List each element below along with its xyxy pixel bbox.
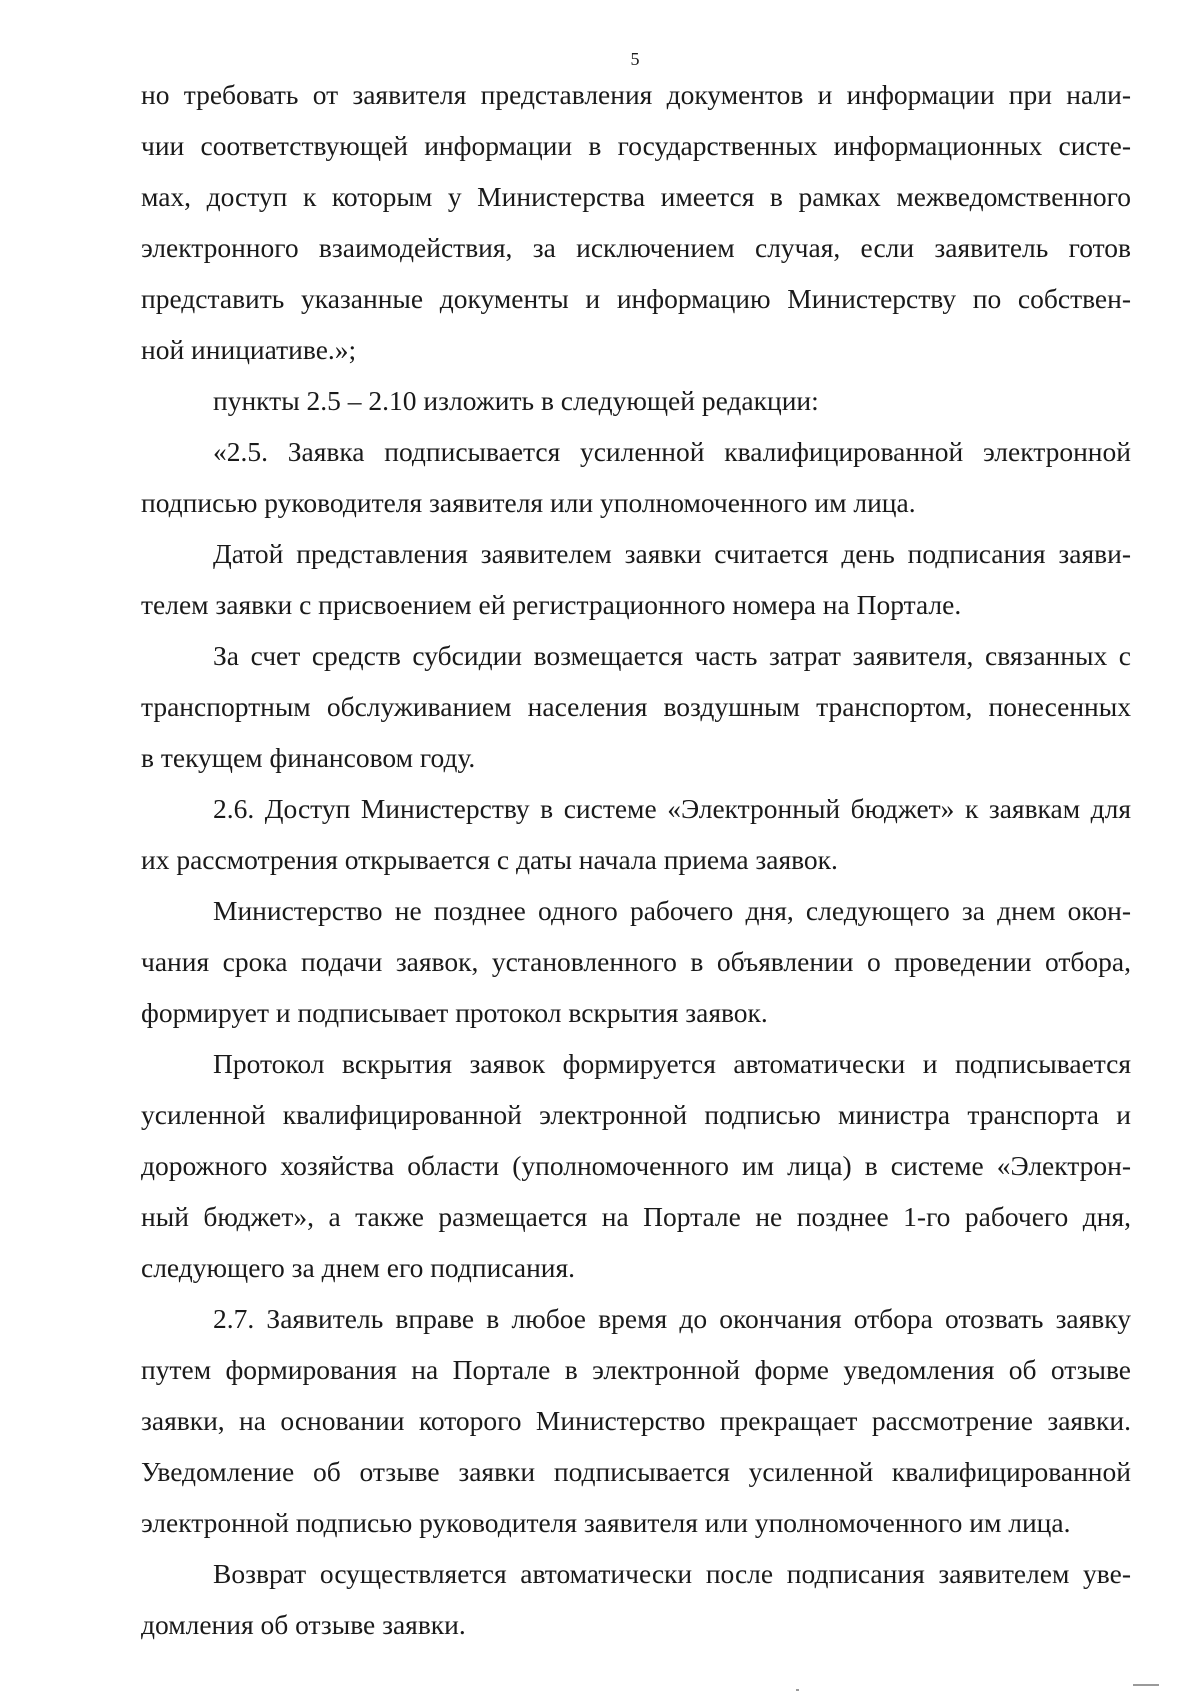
text-line: 2.7. Заявитель вправе в любое время до окончания отбора отозвать заявку [213, 1303, 1131, 1334]
text-line: подписью руководителя заявителя или уполномоченного им лица. [141, 487, 916, 518]
text-line: Уведомление об отзыве заявки подписывается усиленной квалифицированной [141, 1456, 1131, 1487]
text-line: электронного взаимодействия, за исключением случая, если заявитель готов [141, 232, 1131, 263]
text-line: Протокол вскрытия заявок формируется автоматически и подписывается [213, 1048, 1131, 1079]
text-line: заявки, на основании которого Министерство прекращает рассмотрение заявки. [141, 1405, 1131, 1436]
text-line: Датой представления заявителем заявки считается день подписания заяви- [213, 538, 1131, 569]
text-line: дорожного хозяйства области (уполномоченного им лица) в системе «Электрон- [141, 1150, 1131, 1181]
text-line: транспортным обслуживанием населения воздушным транспортом, понесенных [141, 691, 1131, 722]
text-line: но требовать от заявителя представления документов и информации при нали- [141, 79, 1131, 110]
text-line: следующего за днем его подписания. [141, 1252, 576, 1283]
scan-artifact [1133, 1684, 1159, 1686]
document-body [141, 69, 1131, 1650]
text-line: в текущем финансовом году. [141, 742, 476, 773]
page-number: 5 [630, 49, 640, 69]
text-line: ной инициативе.»; [141, 334, 357, 365]
text-line: 2.6. Доступ Министерству в системе «Электронный бюджет» к заявкам для [213, 793, 1131, 824]
text-line: пункты 2.5 – 2.10 изложить в следующей редакции: [213, 385, 819, 416]
text-line: мах, доступ к которым у Министерства имеется в рамках межведомственного [141, 181, 1131, 212]
text-line: чии соответствующей информации в государственных информационных систе- [141, 130, 1131, 161]
text-line: чания срока подачи заявок, установленного в объявлении о проведении отбора, [141, 946, 1131, 977]
text-line: домления об отзыве заявки. [141, 1609, 466, 1640]
text-line: путем формирования на Портале в электронной форме уведомления об отзыве [141, 1354, 1131, 1385]
text-line: «2.5. Заявка подписывается усиленной квалифицированной электронной [213, 436, 1131, 467]
text-line: представить указанные документы и информацию Министерству по собствен- [141, 283, 1131, 314]
scan-artifact [796, 1689, 799, 1691]
text-line: Возврат осуществляется автоматически после подписания заявителем уве- [213, 1558, 1131, 1589]
text-line: электронной подписью руководителя заявителя или уполномоченного им лица. [141, 1507, 1071, 1538]
text-line: телем заявки с присвоением ей регистрационного номера на Портале. [141, 589, 962, 620]
text-line: ный бюджет», а также размещается на Портале не позднее 1-го рабочего дня, [141, 1201, 1131, 1232]
text-line: усиленной квалифицированной электронной подписью министра транспорта и [141, 1099, 1131, 1130]
text-line: их рассмотрения открывается с даты начала приема заявок. [141, 844, 838, 875]
text-line: формирует и подписывает протокол вскрытия заявок. [141, 997, 768, 1028]
text-line: За счет средств субсидии возмещается часть затрат заявителя, связанных с [213, 640, 1131, 671]
text-line: Министерство не позднее одного рабочего дня, следующего за днем окон- [213, 895, 1131, 926]
